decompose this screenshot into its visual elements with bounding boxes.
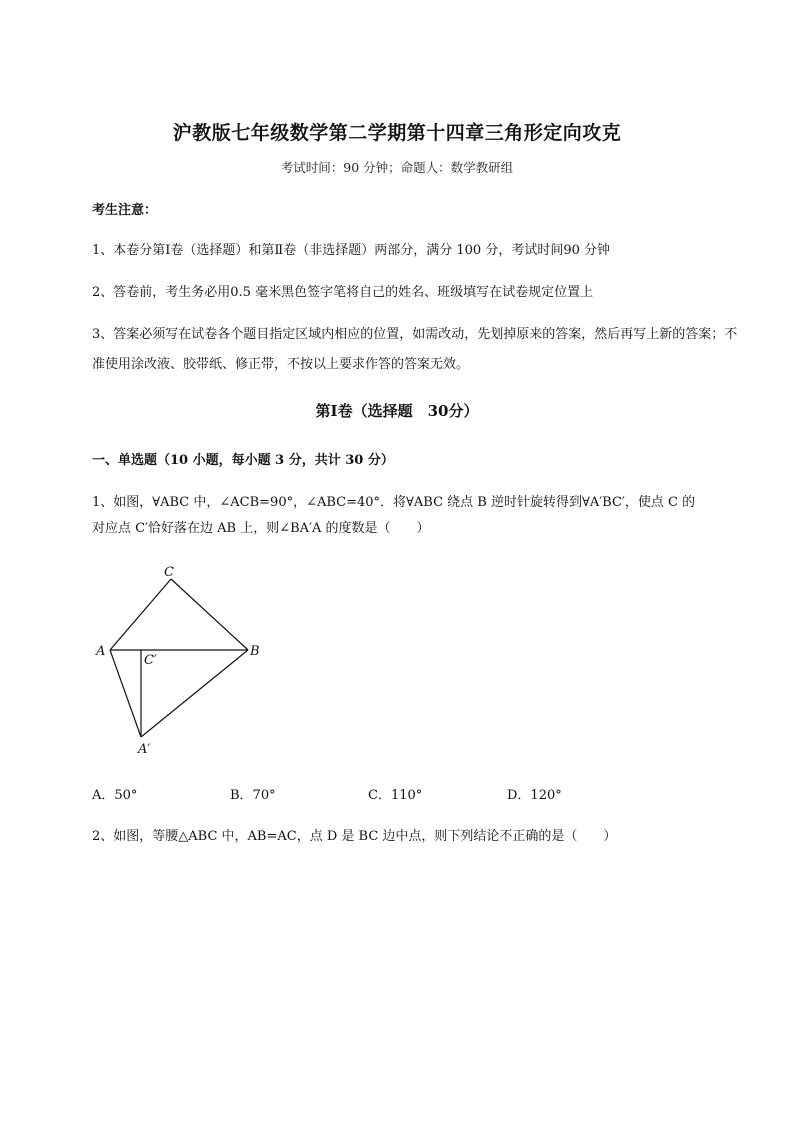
- label-a-prime: A′: [138, 742, 151, 757]
- option-c[interactable]: C．110°: [368, 788, 423, 803]
- exam-info: 考试时间：90 分钟；命题人：数学教研组: [280, 160, 514, 175]
- notice-item-3: 3、答案必须写在试卷各个题目指定区域内相应的位置，如需改动，先划掉原来的答案，然后再写上新的答案；不准使用涂改液、胶带纸、修正带，不按以上要求作答的答案无效。: [92, 327, 738, 372]
- question-1-figure: [92, 563, 272, 763]
- question-2: 2、如图，等腰△ABC 中，AB=AC，点 D 是 BC 边中点，则下列结论不正确的是（ ）: [92, 829, 617, 844]
- page-title: 沪教版七年级数学第二学期第十四章三角形定向攻克: [172, 122, 622, 144]
- question-1-line-1: 1、如图，∀ABC 中，∠ACB=90°，∠ABC=40°．将∀ABC 绕点 B 逆时针旋转得到∀A′BC′，使点 C 的: [92, 495, 696, 510]
- segment-ac: [110, 579, 171, 650]
- label-a: A: [96, 644, 106, 659]
- segment-a-prime-b: [141, 650, 248, 737]
- notice-heading: 考生注意：: [92, 203, 158, 218]
- option-a[interactable]: A．50°: [92, 788, 138, 803]
- question-1-line-2: 对应点 C′恰好落在边 AB 上，则∠BA′A 的度数是（ ）: [92, 521, 430, 536]
- label-c-prime: C′: [144, 653, 157, 668]
- segment-aa-prime: [110, 650, 141, 737]
- notice-item-1: 1、本卷分第Ⅰ卷（选择题）和第Ⅱ卷（非选择题）两部分，满分 100 分，考试时间90 分钟: [92, 243, 610, 258]
- section-title: 第Ⅰ卷（选择题 30分）: [315, 402, 479, 420]
- option-b[interactable]: B．70°: [230, 788, 276, 803]
- notice-item-2: 2、答卷前，考生务必用0.5 毫米黑色签字笔将自己的姓名、班级填写在试卷规定位置上: [92, 285, 594, 300]
- label-c: C: [164, 565, 174, 580]
- label-b: B: [250, 644, 260, 659]
- segment-cb: [171, 579, 248, 650]
- part-heading: 一、单选题（10 小题，每小题 3 分，共计 30 分）: [92, 453, 394, 468]
- option-d[interactable]: D．120°: [507, 788, 562, 803]
